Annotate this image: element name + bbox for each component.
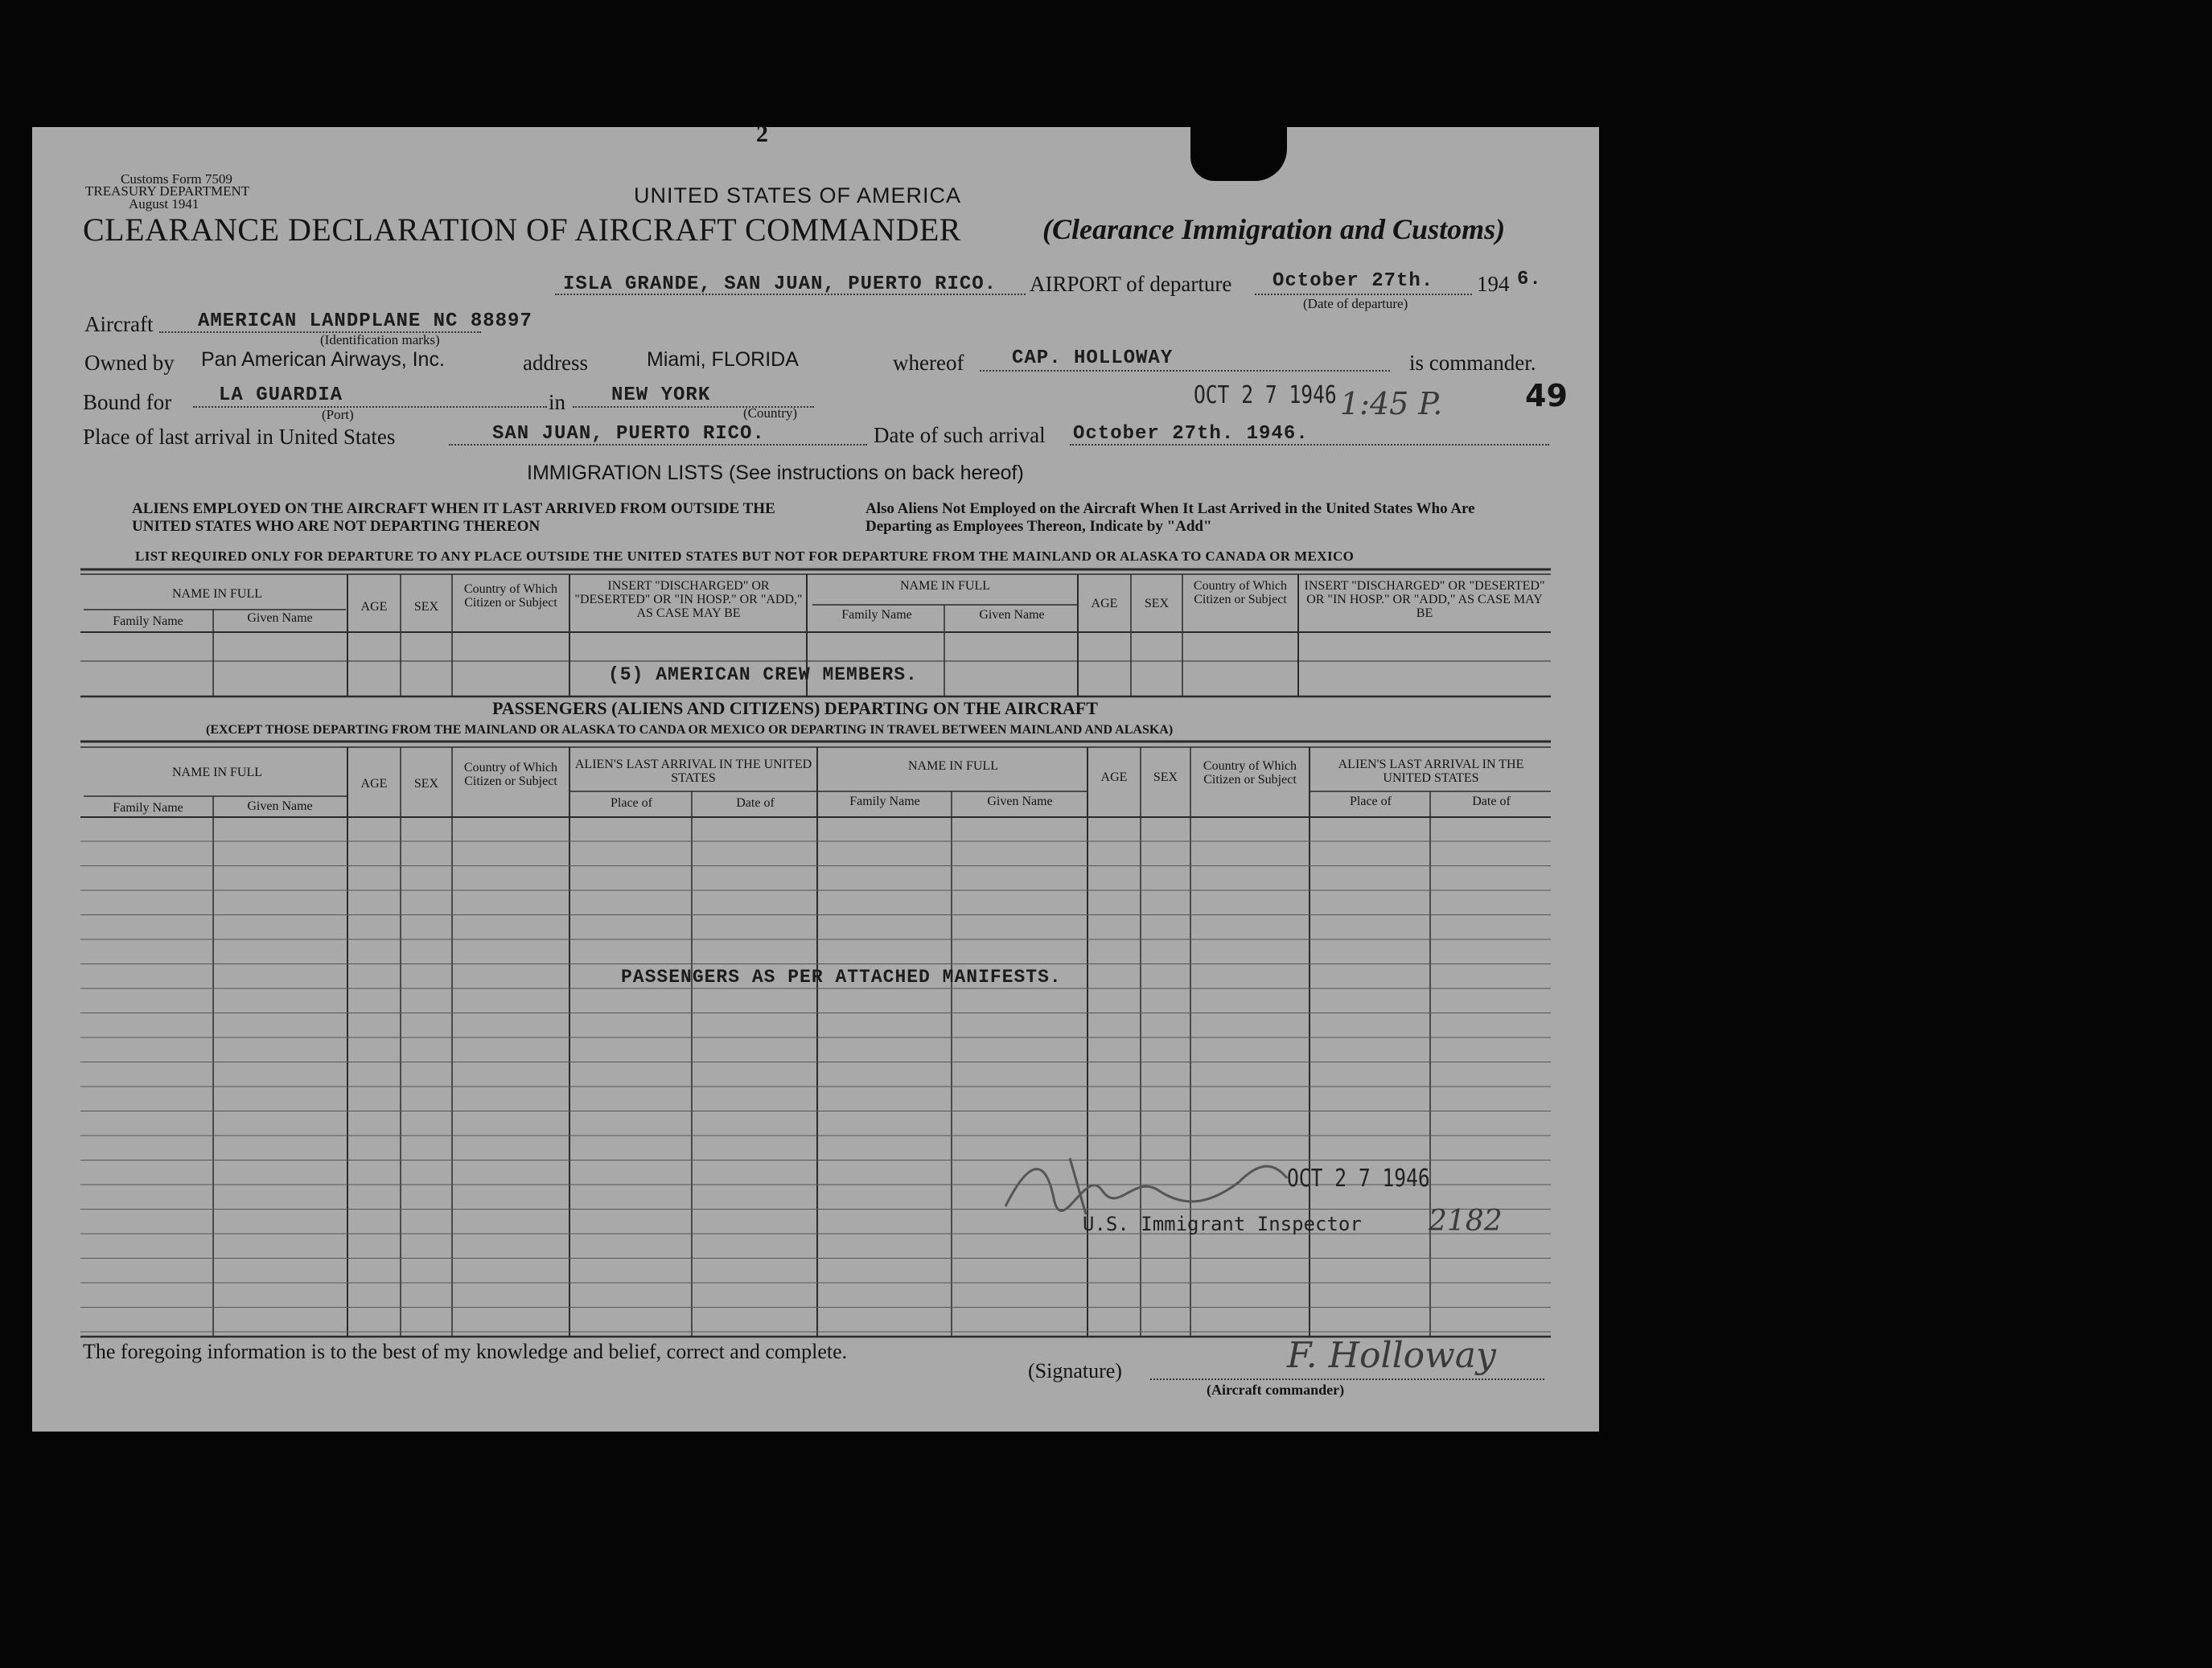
last-arrival-place-value: SAN JUAN, PUERTO RICO.	[492, 423, 765, 445]
owner-value: Pan American Airways, Inc.	[201, 348, 445, 371]
pass-place-header-right: Place of	[1350, 795, 1392, 808]
crew-insert-header-right: INSERT "DISCHARGED" OR "DESERTED" OR "IN HOSP." OR "ADD," AS CASE MAY BE	[1304, 579, 1545, 620]
form-title: CLEARANCE DECLARATION OF AIRCRAFT COMMANDER	[83, 212, 961, 248]
form-subtitle: (Clearance Immigration and Customs)	[1042, 213, 1506, 245]
pass-given-header-right: Given Name	[987, 795, 1053, 808]
bound-for-label: Bound for	[83, 390, 172, 414]
passengers-typed-entry: PASSENGERS AS PER ATTACHED MANIFESTS.	[621, 967, 1062, 988]
declaration-statement: The foregoing information is to the best of my knowledge and belief, correct and complete.	[83, 1340, 848, 1363]
aircraft-value: AMERICAN LANDPLANE NC 88897	[198, 310, 532, 332]
date-stamp-top: OCT 2 7 1946	[1194, 381, 1337, 409]
inspector-label: U.S. Immigrant Inspector	[1083, 1213, 1362, 1235]
pass-sex-header-right: SEX	[1153, 770, 1178, 784]
pass-arrival-header: ALIEN'S LAST ARRIVAL IN THE UNITED STATES	[574, 758, 812, 785]
inspector-number: 2182	[1429, 1205, 1503, 1238]
crew-given-header-right: Given Name	[979, 608, 1045, 622]
inspector-date-stamp: OCT 2 7 1946	[1287, 1165, 1430, 1193]
commander-value: CAP. HOLLOWAY	[1012, 347, 1174, 369]
port-caption: (Port)	[322, 407, 354, 422]
date-of-departure-caption: (Date of departure)	[1303, 296, 1408, 311]
crew-family-header: Family Name	[113, 614, 183, 628]
pass-place-header: Place of	[611, 796, 652, 810]
crew-given-header: Given Name	[247, 611, 313, 625]
departure-date-value: October 27th.	[1273, 270, 1434, 292]
identification-caption: (Identification marks)	[320, 332, 440, 347]
bound-port-value: LA GUARDIA	[219, 384, 343, 406]
in-label: in	[549, 390, 566, 414]
pass-date-header: Date of	[736, 796, 775, 810]
pass-name-header-right: NAME IN FULL	[908, 759, 998, 773]
crew-typed-entry: (5) AMERICAN CREW MEMBERS.	[608, 664, 918, 685]
crew-sex-header: SEX	[413, 600, 439, 614]
airport-label: AIRPORT of departure	[1030, 272, 1232, 296]
department: TREASURY DEPARTMENT	[85, 183, 250, 199]
last-arrival-label: Place of last arrival in United States	[83, 425, 396, 449]
is-commander-label: is commander.	[1409, 351, 1536, 375]
crew-insert-header: INSERT "DISCHARGED" OR "DESERTED" OR "IN HOSP." OR "ADD," AS CASE MAY BE	[574, 579, 803, 620]
crew-family-header-right: Family Name	[841, 608, 912, 622]
date-arrival-label: Date of such arrival	[874, 423, 1046, 447]
commander-signature: F. Holloway	[1287, 1335, 1496, 1376]
immigration-note: LIST REQUIRED ONLY FOR DEPARTURE TO ANY PLACE OUTSIDE THE UNITED STATES BUT NOT FOR DEPARTURE FROM THE MAINLAND OR ALASKA TO CANADA OR MEXICO	[135, 548, 1355, 564]
immigration-left-heading: ALIENS EMPLOYED ON THE AIRCRAFT WHEN IT LAST ARRIVED FROM OUTSIDE THE UNITED STATES WHO ARE NOT DEPARTING THEREON	[132, 500, 775, 535]
crew-age-header: AGE	[360, 600, 388, 614]
country-caption: (Country)	[743, 405, 798, 421]
immigration-title: IMMIGRATION LISTS (See instructions on back hereof)	[527, 462, 1024, 484]
last-arrival-date-value: October 27th. 1946.	[1073, 423, 1309, 445]
pass-sex-header: SEX	[413, 777, 439, 791]
address-label: address	[523, 351, 588, 375]
address-value: Miami, FLORIDA	[647, 348, 799, 371]
crew-country-header-right: Country of Which Citizen or Subject	[1193, 579, 1288, 606]
pass-age-header: AGE	[360, 777, 388, 791]
immigration-right-heading: Also Aliens Not Employed on the Aircraft When It Last Arrived in the United States Who Are Departing as Employees Thereon, Indicate by "Add"	[865, 500, 1475, 535]
whereof-label: whereof	[893, 351, 964, 375]
pass-country-header: Country of Which Citizen or Subject	[463, 761, 558, 788]
crew-name-header: NAME IN FULL	[172, 587, 262, 601]
pass-family-header-right: Family Name	[849, 795, 920, 808]
form-date: August 1941	[129, 196, 199, 212]
passengers-subtitle: (EXCEPT THOSE DEPARTING FROM THE MAINLAND OR ALASKA TO CANDA OR MEXICO OR DEPARTING IN TRAVEL BETWEEN MAINLAND AND ALASKA)	[206, 723, 1174, 737]
pass-arrival-header-right: ALIEN'S LAST ARRIVAL IN THE UNITED STATES	[1338, 758, 1524, 785]
pass-given-header: Given Name	[247, 799, 313, 813]
signature-label: (Signature)	[1028, 1359, 1122, 1382]
year-suffix: 6.	[1517, 269, 1542, 290]
pass-name-header: NAME IN FULL	[172, 766, 262, 779]
owned-by-label: Owned by	[84, 351, 175, 375]
bound-country-value: NEW YORK	[611, 384, 711, 406]
form-number: Customs Form 7509	[121, 171, 232, 187]
page-mark: 2	[756, 121, 768, 147]
signature-line	[1150, 1378, 1544, 1380]
crew-country-header: Country of Which Citizen or Subject	[463, 582, 558, 610]
pass-family-header: Family Name	[113, 801, 183, 815]
handwritten-time: 1:45 P.	[1340, 386, 1443, 421]
pass-country-header-right: Country of Which Citizen or Subject	[1203, 759, 1297, 787]
departure-airport-value: ISLA GRANDE, SAN JUAN, PUERTO RICO.	[563, 273, 997, 295]
aircraft-label: Aircraft	[84, 312, 154, 336]
crew-name-header-right: NAME IN FULL	[900, 579, 990, 593]
year-prefix: 194	[1477, 272, 1510, 296]
crew-age-header-right: AGE	[1091, 597, 1118, 610]
sheet-number: 49	[1525, 378, 1568, 413]
pass-date-header-right: Date of	[1472, 795, 1511, 808]
crew-sex-header-right: SEX	[1144, 597, 1170, 610]
passengers-title: PASSENGERS (ALIENS AND CITIZENS) DEPARTING ON THE AIRCRAFT	[492, 698, 1098, 718]
signature-caption: (Aircraft commander)	[1207, 1382, 1345, 1398]
country-heading: UNITED STATES OF AMERICA	[634, 183, 962, 207]
pass-age-header-right: AGE	[1100, 770, 1128, 784]
